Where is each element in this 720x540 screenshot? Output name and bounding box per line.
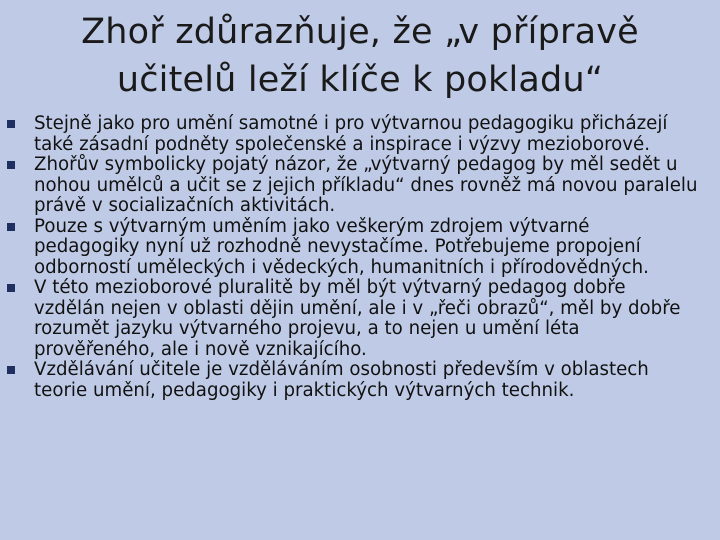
bullet-text: Zhořův symbolicky pojatý názor, že „výtvarný pedagog by měl sedět u nohou umělců a učit se z jejich příkladu“ dnes rovněž má novou paralelu právě v socializačních aktivitách. (34, 154, 698, 216)
bullet-text: V této mezioborové pluralitě by měl být výtvarný pedagog dobře vzdělán nejen v oblasti dějin umění, ale i v „řeči obrazů“, měl by dobře rozumět jazyku výtvarného projevu, a to nejen u umění léta prověřeného, ale i nově vznikajícího. (34, 277, 681, 360)
square-bullet-icon (7, 366, 15, 374)
bullet-item (0, 155, 720, 217)
square-bullet-icon (7, 120, 15, 128)
bullet-list (0, 114, 720, 401)
bullet-text: Pouze s výtvarným uměním jako veškerým zdrojem výtvarné pedagogiky nyní už rozhodně nevystačíme. Potřebujeme propojení odborností uměleckých i vědeckých, humanitních i přírodovědných. (34, 215, 649, 278)
bullet-text: Stejně jako pro umění samotné i pro výtvarnou pedagogiku přicházejí také zásadní podněty společenské a inspirace i výzvy mezioborové. (34, 113, 668, 155)
square-bullet-icon (7, 284, 15, 292)
bullet-item (0, 114, 720, 155)
bullet-item (0, 360, 720, 401)
square-bullet-icon (7, 161, 15, 169)
bullet-text: Vzdělávání učitele je vzděláváním osobnosti především v oblastech teorie umění, pedagogiky i praktických výtvarných technik. (34, 359, 649, 401)
bullet-item (0, 278, 720, 360)
square-bullet-icon (7, 223, 15, 231)
slide-title: Zhoř zdůrazňuje, že „v přípravě učitelů leží klíče k pokladu“ (81, 12, 639, 100)
bullet-item (0, 217, 720, 279)
